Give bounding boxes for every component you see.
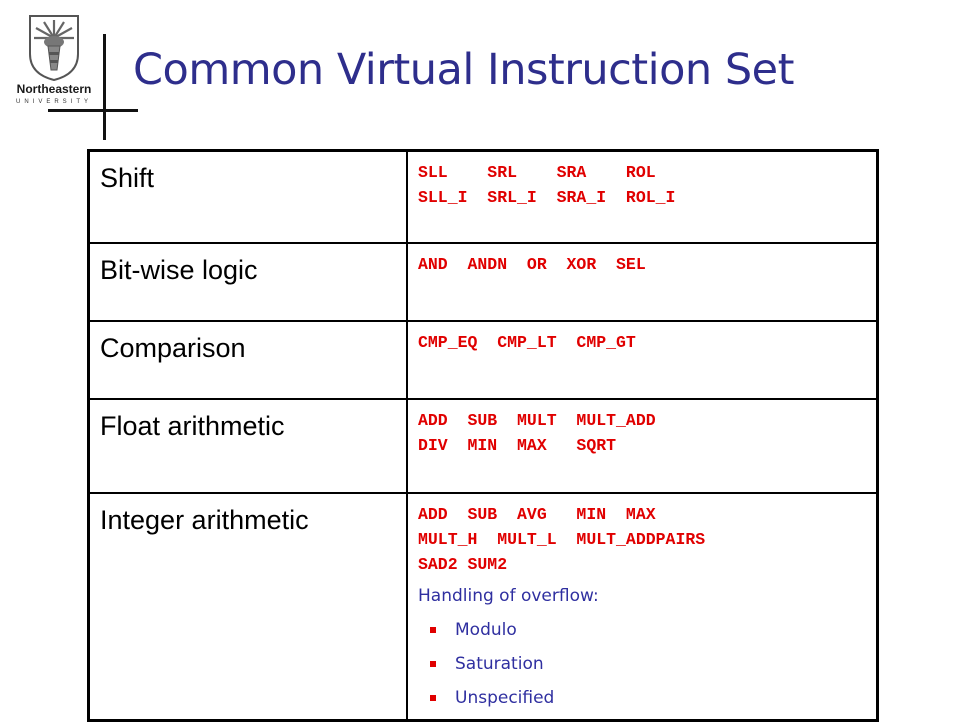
instructions-cell — [407, 243, 878, 321]
list-item — [430, 647, 876, 681]
category-cell: Integer arithmetic — [89, 493, 408, 721]
category-cell: Comparison — [89, 321, 408, 399]
instruction-table — [87, 149, 879, 722]
table-row — [89, 321, 878, 399]
slide-title: Common Virtual Instruction Set — [133, 45, 794, 95]
instruction-line: MULT_H MULT_L MULT_ADDPAIRS — [418, 530, 706, 549]
overflow-options-list — [418, 613, 876, 719]
category-cell: Bit-wise logic — [89, 243, 408, 321]
logo-name: Northeastern — [16, 82, 92, 96]
overflow-option: Unspecified — [455, 688, 555, 708]
list-item — [430, 613, 876, 647]
instruction-line: DIV MIN MAX SQRT — [418, 436, 617, 455]
overflow-option: Modulo — [455, 620, 517, 640]
instruction-line: SLL SRL SRA ROL — [418, 163, 656, 182]
instructions-cell — [407, 321, 878, 399]
northeastern-logo — [8, 8, 100, 110]
logo-subtitle: UNIVERSITY — [15, 99, 92, 105]
category-cell: Float arithmetic — [89, 399, 408, 493]
instructions-cell — [407, 399, 878, 493]
table-row — [89, 243, 878, 321]
list-item — [430, 681, 876, 715]
instruction-line: SAD2 SUM2 — [418, 555, 508, 574]
overflow-option: Saturation — [455, 654, 544, 674]
table-row — [89, 399, 878, 493]
instruction-line: ADD SUB MULT MULT_ADD — [418, 411, 656, 430]
instruction-line: SLL_I SRL_I SRA_I ROL_I — [418, 188, 676, 207]
instruction-line: CMP_EQ CMP_LT CMP_GT — [418, 333, 636, 352]
vertical-divider — [103, 34, 106, 140]
torch-icon — [8, 8, 100, 82]
square-bullet-icon — [430, 627, 436, 633]
instruction-line: ADD SUB AVG MIN MAX — [418, 505, 656, 524]
instructions-cell — [407, 493, 878, 721]
category-cell: Shift — [89, 151, 408, 244]
table-row — [89, 493, 878, 721]
instruction-line: AND ANDN OR XOR SEL — [418, 255, 646, 274]
overflow-label: Handling of overflow: — [418, 586, 599, 606]
horizontal-divider — [48, 109, 138, 112]
table-row — [89, 151, 878, 244]
square-bullet-icon — [430, 695, 436, 701]
instructions-cell — [407, 151, 878, 244]
square-bullet-icon — [430, 661, 436, 667]
